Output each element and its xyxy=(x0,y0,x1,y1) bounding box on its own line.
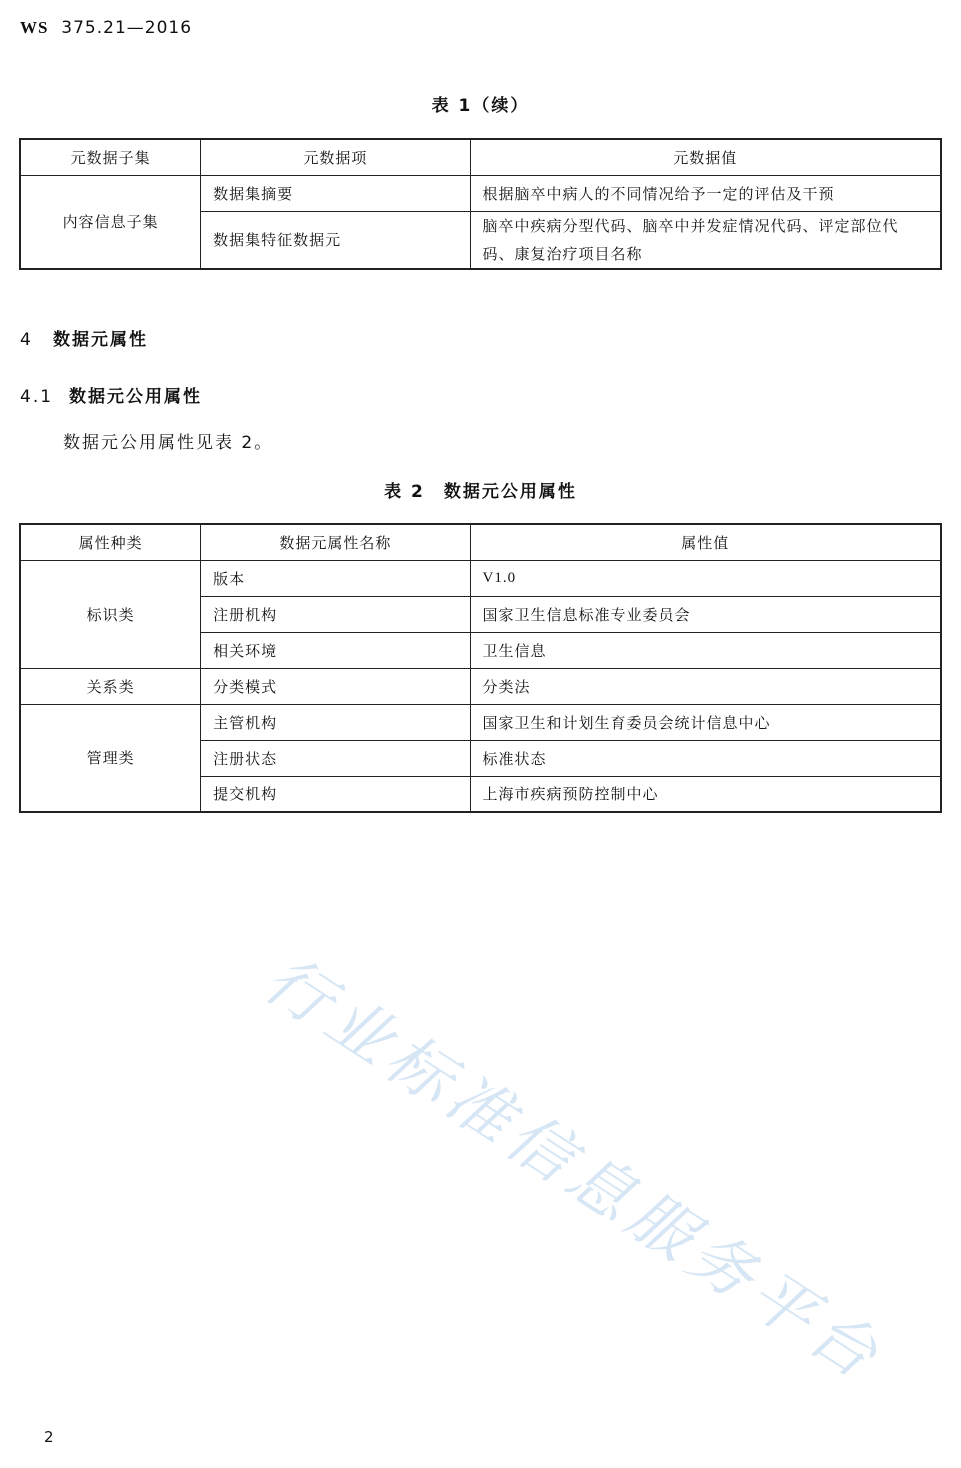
table2-header-cell: 数据元属性名称 xyxy=(201,524,470,560)
attribute-value-cell: V1.0 xyxy=(470,560,941,596)
watermark: 行业标准信息服务平台 xyxy=(251,942,896,1397)
table1-value-cell: 脑卒中疾病分型代码、脑卒中并发症情况代码、评定部位代码、康复治疗项目名称 xyxy=(470,211,941,269)
table2-caption: 表 2 数据元公用属性 xyxy=(384,482,577,502)
attribute-value-cell: 卫生信息 xyxy=(470,632,941,668)
table-row xyxy=(20,560,941,596)
attribute-name-cell: 注册机构 xyxy=(201,596,470,632)
attribute-value-cell: 国家卫生信息标准专业委员会 xyxy=(470,596,941,632)
attribute-name-cell: 提交机构 xyxy=(201,776,470,812)
table1-item-cell: 数据集摘要 xyxy=(201,175,470,211)
section-number: 4 xyxy=(20,330,33,350)
table1-header-cell: 元数据子集 xyxy=(20,139,201,175)
section-4-heading xyxy=(20,325,148,350)
table1-item-cell: 数据集特征数据元 xyxy=(201,211,470,269)
section-title: 数据元公用属性 xyxy=(69,387,202,407)
table2-header-cell: 属性值 xyxy=(470,524,941,560)
table2 xyxy=(19,523,942,813)
table-row xyxy=(20,175,941,211)
table1-value-cell: 根据脑卒中病人的不同情况给予一定的评估及干预 xyxy=(470,175,941,211)
table1 xyxy=(19,138,942,270)
attribute-value-cell: 上海市疾病预防控制中心 xyxy=(470,776,941,812)
table1-group-cell: 内容信息子集 xyxy=(20,175,201,269)
attribute-value-cell: 分类法 xyxy=(470,668,941,704)
attribute-name-cell: 注册状态 xyxy=(201,740,470,776)
table1-header-row xyxy=(20,139,941,175)
attribute-value-cell: 国家卫生和计划生育委员会统计信息中心 xyxy=(470,704,941,740)
section-number: 4.1 xyxy=(20,387,54,407)
category-cell: 标识类 xyxy=(20,560,201,668)
attribute-name-cell: 版本 xyxy=(201,560,470,596)
code-prefix: WS xyxy=(20,18,49,37)
section-4-1-heading xyxy=(20,382,202,407)
attribute-name-cell: 相关环境 xyxy=(201,632,470,668)
table1-caption: 表 1（续） xyxy=(431,96,530,116)
table-row xyxy=(20,704,941,740)
section-title: 数据元属性 xyxy=(53,330,148,350)
attribute-name-cell: 主管机构 xyxy=(201,704,470,740)
document-code xyxy=(20,18,192,38)
table2-header-row xyxy=(20,524,941,560)
table1-header-cell: 元数据值 xyxy=(470,139,941,175)
category-cell: 管理类 xyxy=(20,704,201,812)
attribute-value-cell: 标准状态 xyxy=(470,740,941,776)
table1-header-cell: 元数据项 xyxy=(201,139,470,175)
page-number: 2 xyxy=(44,1428,54,1446)
table2-header-cell: 属性种类 xyxy=(20,524,201,560)
attribute-name-cell: 分类模式 xyxy=(201,668,470,704)
category-cell: 关系类 xyxy=(20,668,201,704)
body-paragraph: 数据元公用属性见表 2。 xyxy=(63,433,274,453)
table-row xyxy=(20,668,941,704)
code-number: 375.21—2016 xyxy=(61,18,193,38)
